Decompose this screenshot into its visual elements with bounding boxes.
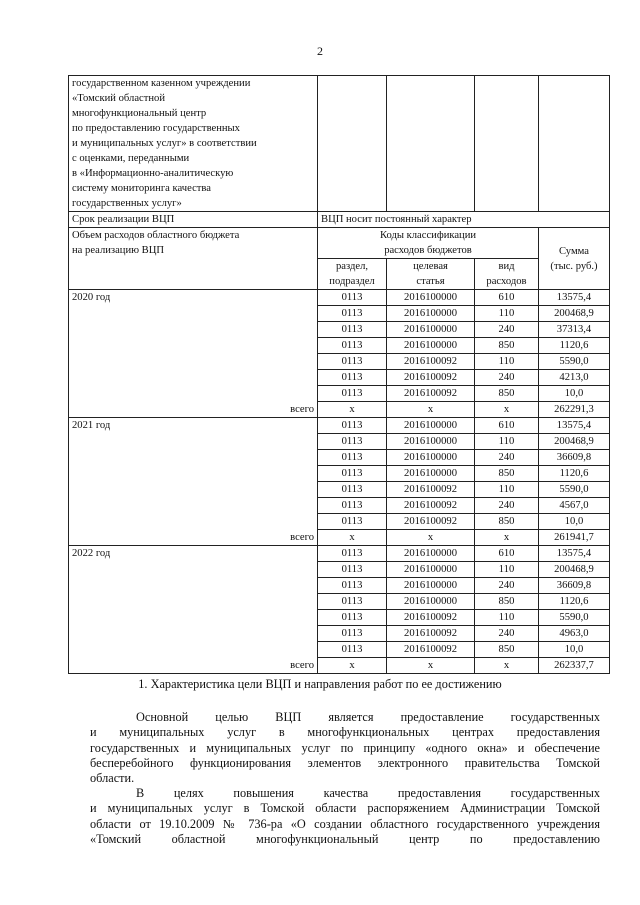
section-code: 0113: [318, 562, 387, 578]
total-placeholder: x: [475, 658, 539, 674]
volume-label-cell: [69, 228, 318, 290]
amount: 1120,6: [539, 338, 610, 354]
purpose-line: в «Информационно-аналитическую: [72, 168, 234, 179]
purpose-line: государственных услуг»: [72, 198, 182, 209]
target-code: 2016100000: [387, 306, 475, 322]
amount: 10,0: [539, 514, 610, 530]
section-code: 0113: [318, 626, 387, 642]
total-placeholder: x: [387, 402, 475, 418]
budget-row: [69, 562, 610, 578]
expense-type-code: 850: [475, 594, 539, 610]
amount: 5590,0: [539, 354, 610, 370]
budget-row: [69, 626, 610, 642]
total-row: [69, 402, 610, 418]
paragraph-line: Основной целью ВЦП является предоставление государственных: [136, 710, 600, 724]
target-code: 2016100092: [387, 626, 475, 642]
budget-row: [69, 594, 610, 610]
budget-row: [69, 322, 610, 338]
year-label-continuation: [69, 386, 318, 402]
purpose-text-cell: [69, 76, 318, 212]
year-label-continuation: [69, 562, 318, 578]
term-row: [69, 212, 610, 228]
amount: 4963,0: [539, 626, 610, 642]
expense-type-code: 610: [475, 418, 539, 434]
target-code: 2016100092: [387, 498, 475, 514]
purpose-row: [69, 76, 610, 212]
sum-header-line2: (тыс. руб.): [550, 260, 598, 272]
target-code: 2016100000: [387, 450, 475, 466]
budget-row: [69, 546, 610, 562]
amount: 10,0: [539, 386, 610, 402]
target-code: 2016100000: [387, 578, 475, 594]
col-target-line2: статья: [416, 276, 445, 287]
budget-row: [69, 514, 610, 530]
total-row: [69, 658, 610, 674]
amount: 36609,8: [539, 450, 610, 466]
expense-type-code: 850: [475, 642, 539, 658]
expense-type-code: 110: [475, 562, 539, 578]
section-code: 0113: [318, 338, 387, 354]
target-code: 2016100000: [387, 546, 475, 562]
purpose-line: многофункциональный центр: [72, 108, 207, 119]
purpose-line: государственном казенном учреждении: [72, 78, 251, 89]
empty-cell: [387, 76, 475, 212]
volume-header-row: [69, 228, 610, 259]
expense-type-code: 850: [475, 386, 539, 402]
year-label-continuation: [69, 610, 318, 626]
col-section-header: [318, 259, 387, 290]
section-code: 0113: [318, 610, 387, 626]
paragraph-line: и муниципальных услуг в многофункциональных центрах предоставления: [90, 725, 600, 740]
year-label-continuation: [69, 482, 318, 498]
year-label-continuation: [69, 642, 318, 658]
codes-header: [318, 228, 539, 259]
year-label: 2022 год: [69, 546, 318, 562]
section-code: 0113: [318, 354, 387, 370]
budget-row: [69, 434, 610, 450]
target-code: 2016100092: [387, 482, 475, 498]
amount: 1120,6: [539, 466, 610, 482]
sum-header-line1: Сумма: [559, 245, 589, 257]
section-code: 0113: [318, 386, 387, 402]
total-placeholder: x: [318, 402, 387, 418]
expense-type-code: 110: [475, 354, 539, 370]
amount: 36609,8: [539, 578, 610, 594]
total-placeholder: x: [318, 530, 387, 546]
purpose-line: «Томский областной: [72, 93, 165, 104]
section-code: 0113: [318, 290, 387, 306]
target-code: 2016100092: [387, 370, 475, 386]
section-code: 0113: [318, 466, 387, 482]
total-placeholder: x: [475, 530, 539, 546]
budget-row: [69, 338, 610, 354]
volume-label-line2: на реализацию ВЦП: [72, 245, 165, 256]
expense-type-code: 240: [475, 578, 539, 594]
paragraph-line: бесперебойного функционирования элементов электронного правительства Томской: [90, 755, 600, 770]
paragraph-goal: [90, 710, 600, 786]
total-placeholder: x: [475, 402, 539, 418]
target-code: 2016100000: [387, 434, 475, 450]
budget-row: [69, 466, 610, 482]
target-code: 2016100000: [387, 594, 475, 610]
target-code: 2016100092: [387, 514, 475, 530]
section-code: 0113: [318, 434, 387, 450]
expense-type-code: 110: [475, 306, 539, 322]
purpose-line: и муниципальных услуг» в соответствии: [72, 138, 257, 149]
section-code: 0113: [318, 450, 387, 466]
paragraph-line: области.: [90, 771, 135, 786]
paragraph-line: области от 19.10.2009 № 736-ра «О создании областного государственного учреждения: [90, 816, 600, 831]
expense-type-code: 850: [475, 338, 539, 354]
amount: 13575,4: [539, 290, 610, 306]
expense-type-code: 110: [475, 610, 539, 626]
paragraph-history: [90, 786, 600, 847]
expense-type-code: 240: [475, 450, 539, 466]
total-label: всего: [69, 658, 318, 674]
expense-type-code: 850: [475, 514, 539, 530]
sum-header: [539, 228, 610, 290]
year-label-continuation: [69, 354, 318, 370]
amount: 200468,9: [539, 434, 610, 450]
paragraph-line: государственных и муниципальных услуг по принципу «одного окна» и обеспечение: [90, 740, 600, 755]
year-label-continuation: [69, 578, 318, 594]
amount: 13575,4: [539, 546, 610, 562]
col-section-line2: подраздел: [329, 276, 375, 287]
paragraph-line: «Томский областной многофункциональный центр по предоставлению: [90, 831, 600, 846]
section-code: 0113: [318, 642, 387, 658]
expense-type-code: 240: [475, 626, 539, 642]
budget-row: [69, 370, 610, 386]
expense-type-code: 240: [475, 322, 539, 338]
amount: 5590,0: [539, 482, 610, 498]
expense-type-code: 850: [475, 466, 539, 482]
section-code: 0113: [318, 546, 387, 562]
year-label-continuation: [69, 594, 318, 610]
expense-type-code: 610: [475, 546, 539, 562]
amount: 4567,0: [539, 498, 610, 514]
empty-cell: [318, 76, 387, 212]
col-type-line1: вид: [498, 261, 515, 272]
total-label: всего: [69, 530, 318, 546]
purpose-line: систему мониторинга качества: [72, 183, 211, 194]
target-code: 2016100000: [387, 466, 475, 482]
target-code: 2016100000: [387, 322, 475, 338]
section-code: 0113: [318, 418, 387, 434]
section-code: 0113: [318, 482, 387, 498]
budget-row: [69, 482, 610, 498]
expense-type-code: 110: [475, 434, 539, 450]
col-type-line2: расходов: [486, 276, 527, 287]
total-amount: 262337,7: [539, 658, 610, 674]
total-placeholder: x: [387, 530, 475, 546]
amount: 37313,4: [539, 322, 610, 338]
volume-label-line1: Объем расходов областного бюджета: [72, 230, 240, 241]
section-code: 0113: [318, 578, 387, 594]
year-label-continuation: [69, 434, 318, 450]
year-label-continuation: [69, 466, 318, 482]
col-target-line1: целевая: [413, 261, 448, 272]
total-placeholder: x: [387, 658, 475, 674]
term-label: Срок реализации ВЦП: [69, 212, 318, 228]
total-label: всего: [69, 402, 318, 418]
expense-type-code: 610: [475, 290, 539, 306]
target-code: 2016100092: [387, 386, 475, 402]
budget-row: [69, 642, 610, 658]
budget-row: [69, 450, 610, 466]
amount: 200468,9: [539, 562, 610, 578]
year-label: 2020 год: [69, 290, 318, 306]
year-label: 2021 год: [69, 418, 318, 434]
codes-header-line1: Коды классификации: [379, 230, 477, 241]
expense-type-code: 240: [475, 370, 539, 386]
target-code: 2016100000: [387, 562, 475, 578]
target-code: 2016100092: [387, 610, 475, 626]
target-code: 2016100000: [387, 418, 475, 434]
empty-cell: [539, 76, 610, 212]
year-label-continuation: [69, 306, 318, 322]
page-number: 2: [317, 44, 323, 58]
year-label-continuation: [69, 514, 318, 530]
section-code: 0113: [318, 514, 387, 530]
target-code: 2016100092: [387, 354, 475, 370]
total-amount: 262291,3: [539, 402, 610, 418]
target-code: 2016100000: [387, 290, 475, 306]
section-code: 0113: [318, 370, 387, 386]
paragraph-line: В целях повышения качества предоставления государственных: [136, 786, 600, 800]
section-code: 0113: [318, 498, 387, 514]
budget-row: [69, 578, 610, 594]
year-label-continuation: [69, 322, 318, 338]
amount: 5590,0: [539, 610, 610, 626]
term-value: ВЦП носит постоянный характер: [318, 212, 610, 228]
paragraph-line: и муниципальных услуг в Томской области распоряжением Администрации Томской: [90, 801, 600, 816]
amount: 10,0: [539, 642, 610, 658]
total-amount: 261941,7: [539, 530, 610, 546]
section-code: 0113: [318, 594, 387, 610]
section-code: 0113: [318, 306, 387, 322]
total-placeholder: x: [318, 658, 387, 674]
budget-row: [69, 498, 610, 514]
target-code: 2016100092: [387, 642, 475, 658]
col-section-line1: раздел,: [335, 261, 369, 272]
budget-row: [69, 354, 610, 370]
purpose-line: по предоставлению государственных: [72, 123, 240, 134]
amount: 4213,0: [539, 370, 610, 386]
empty-cell: [475, 76, 539, 212]
year-label-continuation: [69, 626, 318, 642]
year-label-continuation: [69, 450, 318, 466]
budget-row: [69, 418, 610, 434]
col-target-header: [387, 259, 475, 290]
codes-header-line2: расходов бюджетов: [384, 245, 472, 256]
year-label-continuation: [69, 370, 318, 386]
purpose-line: с оценками, переданными: [72, 153, 190, 164]
year-label-continuation: [69, 498, 318, 514]
amount: 200468,9: [539, 306, 610, 322]
amount: 13575,4: [539, 418, 610, 434]
expense-type-code: 240: [475, 498, 539, 514]
year-label-continuation: [69, 338, 318, 354]
section-heading: 1. Характеристика цели ВЦП и направления работ по ее достижению: [138, 677, 502, 691]
target-code: 2016100000: [387, 338, 475, 354]
budget-table: [68, 75, 610, 674]
col-type-header: [475, 259, 539, 290]
budget-row: [69, 386, 610, 402]
section-code: 0113: [318, 322, 387, 338]
total-row: [69, 530, 610, 546]
budget-row: [69, 306, 610, 322]
amount: 1120,6: [539, 594, 610, 610]
expense-type-code: 110: [475, 482, 539, 498]
budget-row: [69, 290, 610, 306]
budget-row: [69, 610, 610, 626]
